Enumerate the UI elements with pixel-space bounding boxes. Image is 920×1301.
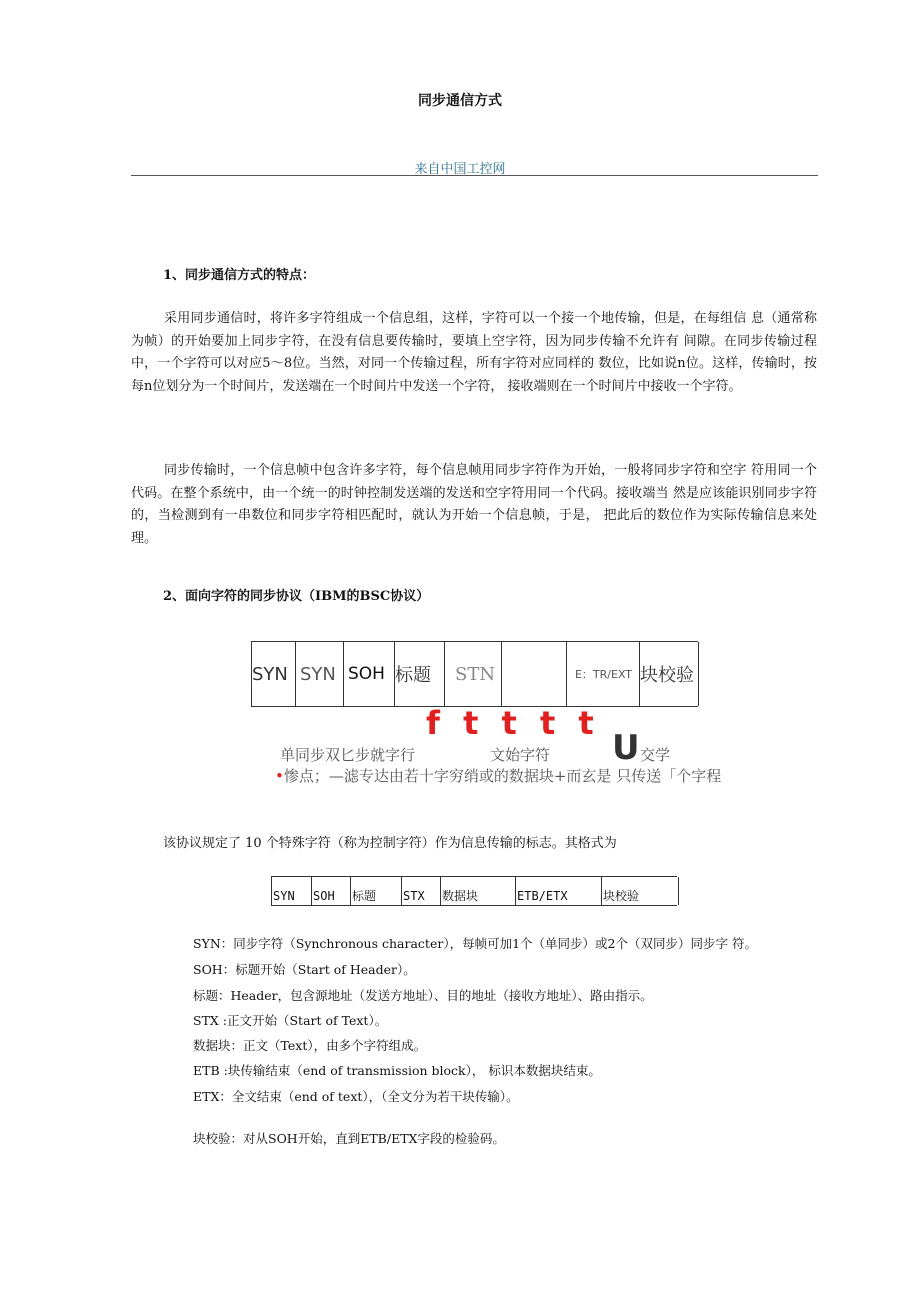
- bsc-frame-figure: [251, 641, 698, 707]
- figure-caption-text-start: 文始字符: [490, 746, 551, 764]
- figure-cell-empty: [501, 642, 567, 706]
- format-cell-syn: SYN: [271, 877, 313, 905]
- definition-header: 标题：Header，包含源地址（发送方地址）、目的地址（接收方地址）、路由指示。: [193, 988, 653, 1003]
- bullet-icon: •: [275, 767, 284, 785]
- format-intro: 该协议规定了 10 个特殊字符（称为控制字符）作为信息传输的标志。其格式为: [163, 836, 617, 851]
- section2-heading: 2、面向字符的同步协议（IBM的BSC协议）: [163, 589, 430, 604]
- format-cell-data: 数据块: [440, 877, 517, 905]
- figure-cell-stn: STN: [444, 642, 501, 706]
- definition-data-block: 数据块：正文（Text），由多个字符组成。: [193, 1038, 427, 1053]
- figure-cell-etb-etx: E：TR/EXT: [566, 642, 640, 706]
- bsc-format-table: [271, 876, 677, 906]
- figure-caption-u: U: [612, 728, 640, 768]
- figure-caption-line2: [275, 765, 721, 786]
- definition-soh: SOH：标题开始（Start of Header）。: [193, 962, 416, 977]
- definition-etb: ETB :块传输结束（end of transmission block）， 标识本数据块结束。: [193, 1063, 601, 1078]
- format-cell-stx: STX: [401, 877, 442, 905]
- section1-paragraph-2: 同步传输时，一个信息帧中包含许多字符，每个信息帧用同步字符作为开始，一般将同步字符和空字 符用同一个代码。在整个系统中，由一个统一的时钟控制发送端的发送和空字符用同一个代码。接收端当 然是应该能识别同步字符的，当检测到有一串数位和同步字符相匹配时，就认为开始一个信息帧，于是， 把此后的数位作为实际传输信息来处理。: [131, 463, 817, 546]
- figure-cell-checksum: 块校验: [639, 642, 699, 706]
- definition-stx: STX :正文开始（Start of Text）。: [193, 1013, 388, 1028]
- format-cell-checksum: 块校验: [601, 877, 679, 905]
- header-divider: [131, 175, 818, 176]
- page-title: 同步通信方式: [418, 93, 502, 109]
- format-cell-etb-etx: ETB/ETX: [515, 877, 603, 905]
- figure-cell-syn-1: SYN: [251, 642, 296, 706]
- section1-paragraph-1: 采用同步通信时，将许多字符组成一个信息组，这样，字符可以一个接一个地传输，但是，在每组信 息（通常称为帧）的开始要加上同步字符，在没有信息要传输时，要填上空字符，因为同步传输不允许有 间隙。在同步传输过程中，一个字符可以对应5〜8位。当然，对同一个传输过程，所有字符对应同样的 数位，比如说n位。这样，传输时，按每n位划分为一个时间片，发送端在一个时间片中发送一个字符， 接收端则在一个时间片中接收一个字符。: [131, 311, 817, 394]
- format-cell-header: 标题: [350, 877, 403, 905]
- figure-cell-header: 标题: [394, 642, 445, 706]
- figure-caption-sync: 单同步双匕步就字行: [280, 746, 416, 764]
- format-cell-soh: SOH: [311, 877, 352, 905]
- section1-heading: 1、同步通信方式的特点：: [163, 268, 316, 283]
- figure-caption-right: 交学: [640, 746, 671, 764]
- source-label: 来自中国工控网: [414, 162, 506, 177]
- figure-arrow-markers: f t t t t: [426, 704, 600, 742]
- definition-etx: ETX：全文结束（end of text），（全文分为若干块传输）。: [193, 1089, 519, 1104]
- figure-cell-soh: SOH: [343, 642, 394, 706]
- definition-syn: SYN：同步字符（Synchronous character），每帧可加1个（单同步）或2个（双同步）同步字 符。: [193, 936, 757, 951]
- definition-block-check: 块校验：对从SOH开始，直到ETB/ETX字段的检验码。: [193, 1131, 505, 1146]
- figure-caption-line2-text: 惨点；—滤专达由若十字穷绡或的数据块+而玄是 只传送「个字程: [283, 767, 722, 785]
- figure-cell-syn-2: SYN: [295, 642, 343, 706]
